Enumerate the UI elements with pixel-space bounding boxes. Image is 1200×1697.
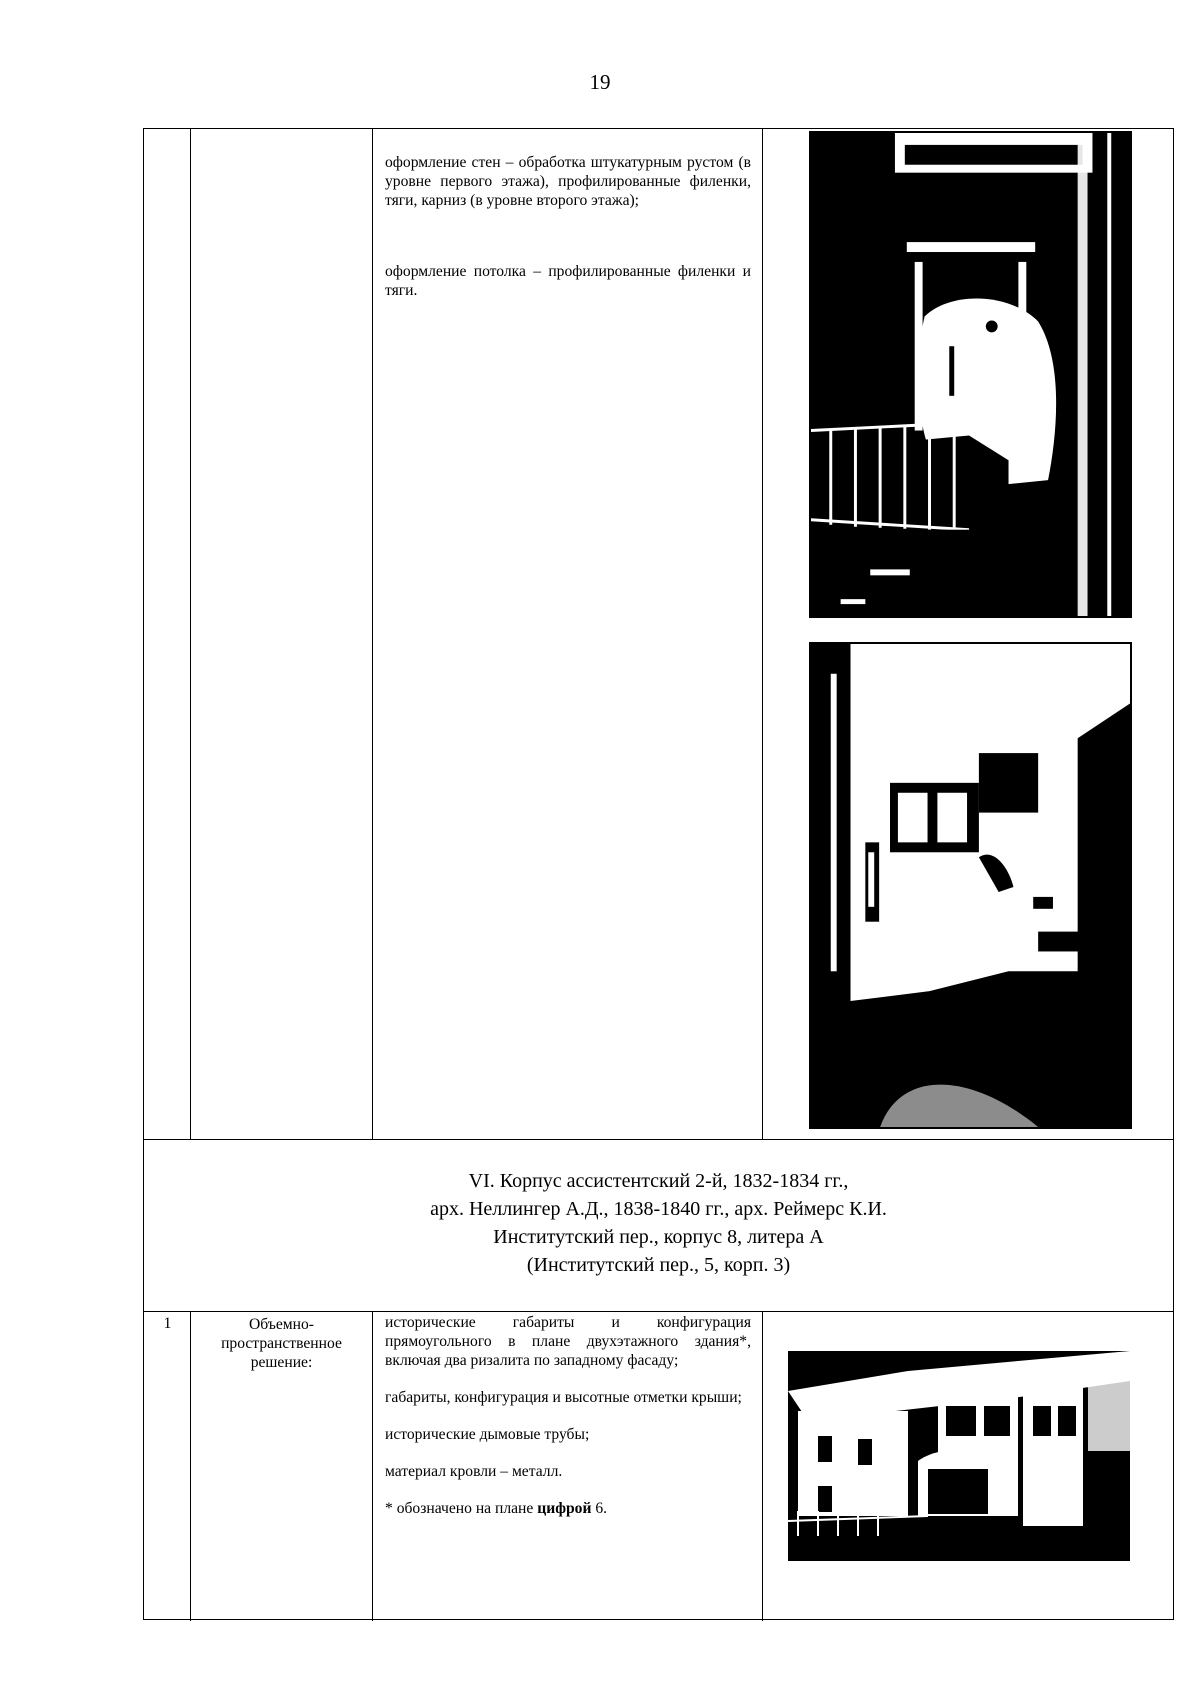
section-heading-line: VI. Корпус ассистентский 2-й, 1832-1834 гг.,	[468, 1170, 849, 1192]
section-heading-line: (Институтский пер., 5, корп. 3)	[526, 1254, 791, 1276]
description-paragraph: оформление стен – обработка штукатурным рустом (в уровне первого этажа), профилированные филенки, тяги, карниз (в уровне второго этажа);	[385, 154, 751, 209]
footnote-text: 6.	[591, 1500, 608, 1517]
description-paragraph: исторические дымовые трубы;	[385, 1426, 590, 1443]
section-heading	[144, 1167, 1173, 1279]
column-divider	[372, 1311, 373, 1621]
row-divider	[144, 1139, 1173, 1140]
regulations-table	[143, 128, 1174, 1620]
section-heading-line: Институтский пер., корпус 8, литера А	[493, 1226, 824, 1248]
section-heading-line: арх. Неллингер А.Д., 1838-1840 гг., арх. Реймерс К.И.	[430, 1198, 887, 1220]
description-cell	[385, 1313, 751, 1518]
category-label: Объемно-пространственное решение:	[221, 1316, 342, 1371]
column-divider	[762, 1311, 763, 1621]
page-number: 19	[589, 70, 611, 94]
column-divider	[190, 129, 191, 1139]
interior-photo	[809, 642, 1132, 1129]
column-divider	[372, 129, 373, 1139]
description-paragraph: исторические габариты и конфигурация прямоугольного в плане двухэтажного здания*, включая два ризалита по западному фасаду;	[385, 1314, 751, 1369]
description-cell	[385, 153, 751, 326]
building-photo	[788, 1351, 1130, 1561]
row-divider	[144, 1311, 1173, 1312]
stairhall-photo	[809, 131, 1132, 618]
description-paragraph: материал кровли – металл.	[385, 1463, 563, 1480]
row-number: 1	[163, 1315, 172, 1332]
description-paragraph: оформление потолка – профилированные филенки и тяги.	[385, 263, 751, 299]
description-paragraph: габариты, конфигурация и высотные отметки крыши;	[385, 1389, 742, 1406]
footnote-text: * обозначено на плане	[385, 1500, 538, 1517]
footnote-bold: цифрой	[537, 1500, 592, 1517]
column-divider	[762, 129, 763, 1139]
footnote	[385, 1499, 751, 1518]
